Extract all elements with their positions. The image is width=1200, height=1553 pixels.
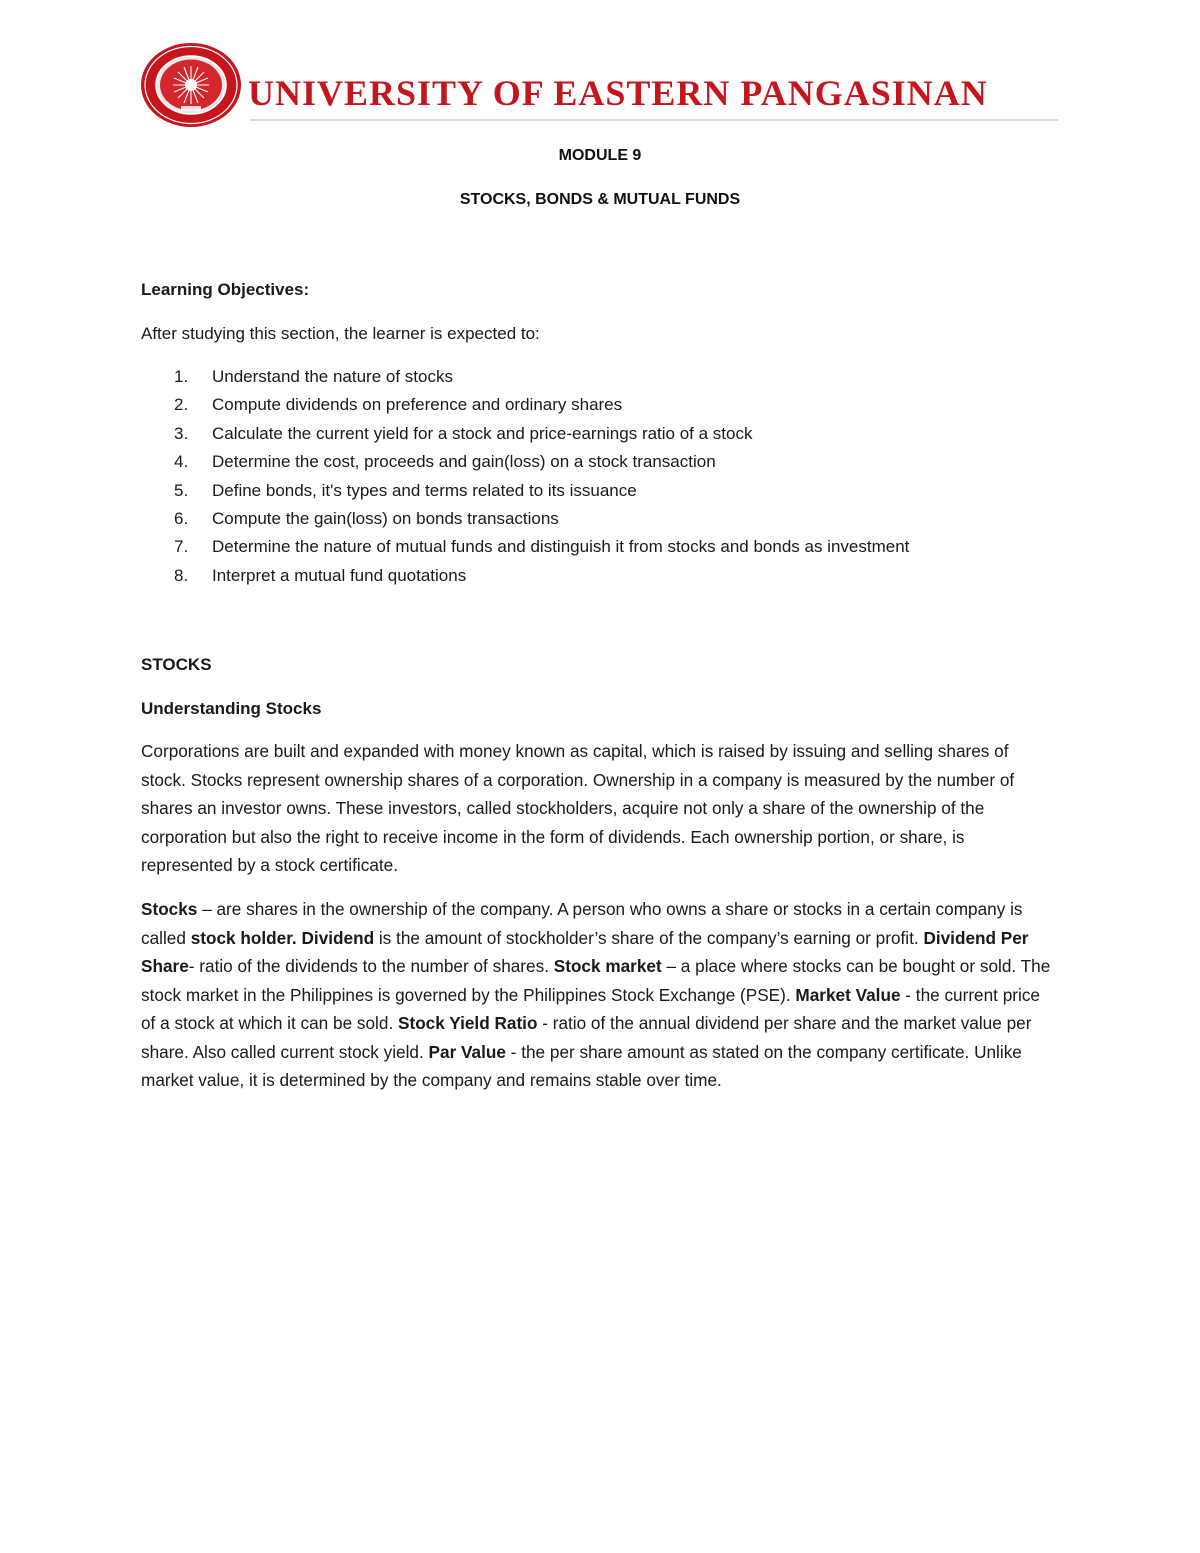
list-number: 5. [174,480,189,500]
list-number: 8. [174,565,189,585]
stocks-heading: STOCKS [141,655,212,674]
list-item-text: Compute the gain(loss) on bonds transactions [212,508,559,528]
list-item [174,536,1054,564]
list-item-text: Calculate the current yield for a stock and price-earnings ratio of a stock [212,423,753,443]
term-stock-holder: stock holder. [190,927,297,948]
list-item [174,480,1054,508]
list-item-text: Compute dividends on preference and ordinary shares [212,395,623,415]
definition-text: - ratio of the annual dividend per share and the market value per share. Also called current stock yield. [141,1013,1032,1062]
list-item [174,394,1054,422]
list-item [174,423,1054,451]
list-item-text: Define bonds, it's types and terms related to its issuance [212,480,637,500]
stocks-paragraph-definitions [141,895,1056,1095]
understanding-stocks-heading: Understanding Stocks [141,699,322,718]
list-number: 4. [174,452,189,472]
definition-text: – are shares in the ownership of the company. A person who owns a share or stocks in a certain company is called [141,899,1023,948]
list-item-text: Determine the cost, proceeds and gain(loss) on a stock transaction [212,452,716,472]
list-number: 6. [174,508,189,528]
definition-text: is the amount of stockholder’s share of the company’s earning or profit. [374,927,924,948]
list-item-text: Interpret a mutual fund quotations [212,565,467,585]
university-name: UNIVERSITY OF EASTERN PANGASINAN [248,73,988,113]
term-par-value: Par Value [428,1041,506,1062]
list-item [174,565,1054,593]
topic-title: STOCKS, BONDS & MUTUAL FUNDS [459,191,741,208]
module-title: MODULE 9 [558,147,642,164]
list-number: 3. [174,423,189,443]
definition-text: - the current price of a stock at which it can be sold. [141,984,1040,1033]
list-item-text: Determine the nature of mutual funds and distinguish it from stocks and bonds as investment [212,537,910,557]
learning-objectives-list [174,366,1054,593]
university-header [140,40,1060,130]
stocks-paragraph-intro: Corporations are built and expanded with money known as capital, which is raised by issuing and selling shares of stock. Stocks represent ownership shares of a corporation. Ownership in a company is measured by the number of shares an investor owns. These investors, called stockholders, acquire not only a share of the ownership of the corporation but also the right to receive income in the form of dividends. Each ownership portion, or share, is represented by a stock certificate. [141,741,1015,875]
university-seal-icon [140,42,242,128]
list-number: 7. [174,537,189,557]
list-number: 2. [174,395,189,415]
list-item [174,366,1054,394]
term-dividend-per-share: Dividend Per Share [141,927,1029,976]
header-divider [250,119,1058,121]
list-number: 1. [174,367,189,386]
definition-text: – a place where stocks can be bought or sold. The stock market in the Philippines is governed by the Philippines Stock Exchange (PSE). [141,956,1051,1005]
term-stocks: Stocks [141,899,198,919]
term-stock-market: Stock market [553,956,662,976]
learning-objectives-heading: Learning Objectives: [141,280,310,299]
term-dividend: Dividend [301,927,375,948]
list-item [174,508,1054,536]
definition-text: - ratio of the dividends to the number of shares. [188,956,554,976]
definition-text: - the per share amount as stated on the company certificate. Unlike market value, it is determined by the company and remains stable over time. [141,1041,1022,1090]
learning-objectives-intro: After studying this section, the learner is expected to: [141,324,540,343]
list-item-text: Understand the nature of stocks [212,367,453,386]
list-item [174,451,1054,479]
term-stock-yield-ratio: Stock Yield Ratio [398,1013,538,1033]
term-market-value: Market Value [795,984,901,1005]
